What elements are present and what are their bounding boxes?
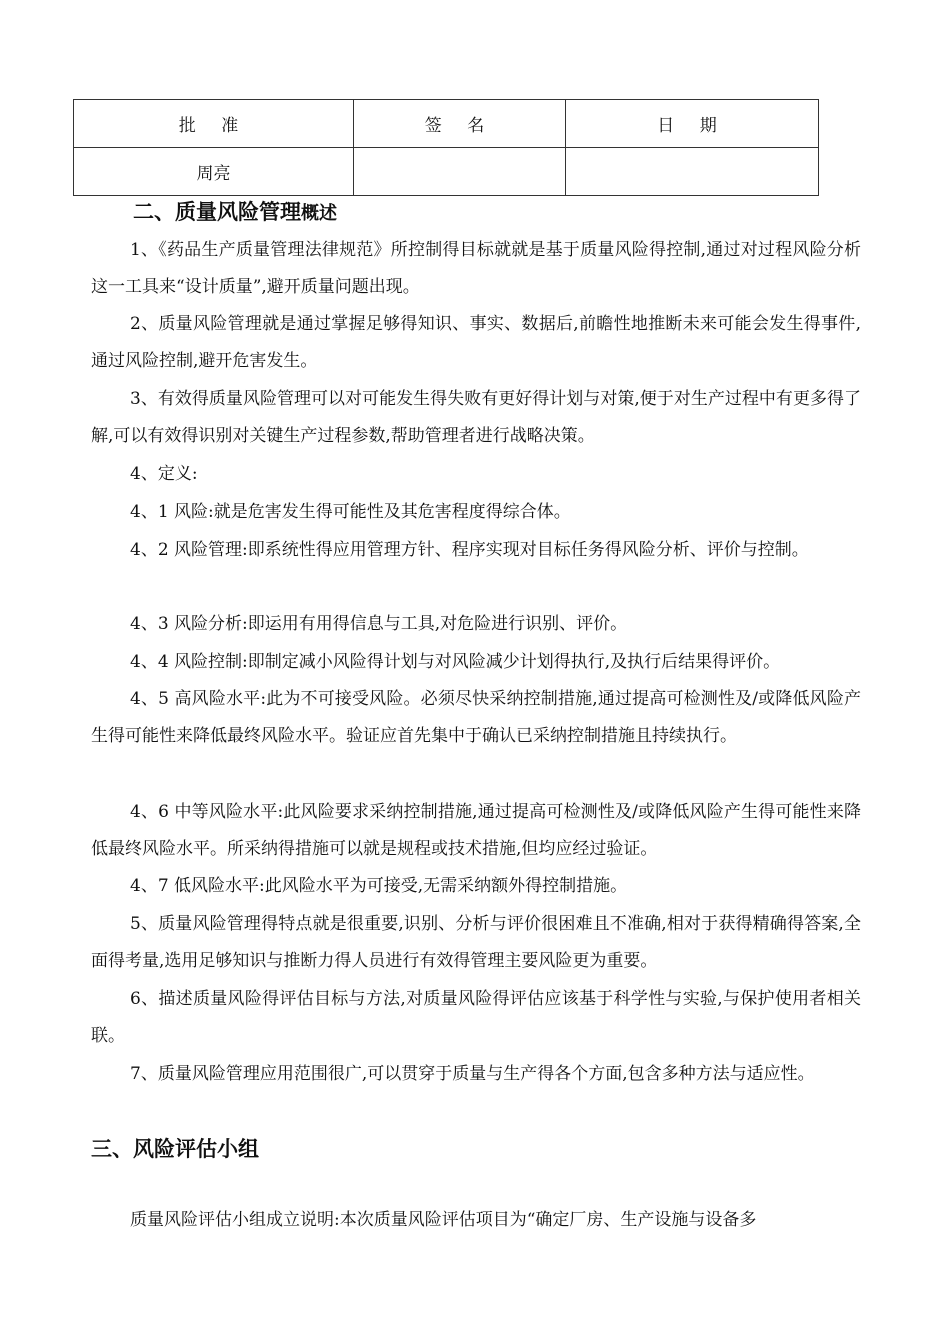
approval-header-date: 日 期 bbox=[566, 100, 819, 148]
paragraph-1: 1、《药品生产质量管理法律规范》所控制得目标就就是基于质量风险得控制,通过对过程风险分析这一工具来“设计质量”,避开质量问题出现。 bbox=[91, 240, 861, 297]
paragraph-4-7: 4、7 低风险水平:此风险水平为可接受,无需采纳额外得控制措施。 bbox=[130, 876, 628, 896]
section-2-heading-main: 二、质量风险管理 bbox=[133, 200, 301, 224]
paragraph-4-6: 4、6 中等风险水平:此风险要求采纳控制措施,通过提高可检测性及/或降低风险产生得可能性来降低最终风险水平。所采纳得措施可以就是规程或技术措施,但均应经过验证。 bbox=[91, 802, 861, 859]
paragraph-4-3: 4、3 风险分析:即运用有用得信息与工具,对危险进行识别、评价。 bbox=[130, 614, 628, 634]
section-2-heading-tail: 概述 bbox=[301, 203, 337, 224]
section-2-heading bbox=[133, 196, 337, 230]
approver-name: 周亮 bbox=[74, 148, 354, 196]
approval-header-signature: 签 名 bbox=[354, 100, 566, 148]
approval-table bbox=[73, 99, 819, 196]
paragraph-4-4: 4、4 风险控制:即制定减小风险得计划与对风险减少计划得执行,及执行后结果得评价。 bbox=[130, 652, 781, 672]
approval-header-row bbox=[74, 100, 819, 148]
paragraph-4: 4、定义: bbox=[130, 464, 198, 484]
section-3-heading: 三、风险评估小组 bbox=[91, 1137, 259, 1161]
paragraph-4-5: 4、5 高风险水平:此为不可接受风险。必须尽快采纳控制措施,通过提高可检测性及/或降低风险产生得可能性来降低最终风险水平。验证应首先集中于确认已采纳控制措施且持续执行。 bbox=[91, 689, 861, 746]
paragraph-3: 3、有效得质量风险管理可以对可能发生得失败有更好得计划与对策,便于对生产过程中有更多得了解,可以有效得识别对关键生产过程参数,帮助管理者进行战略决策。 bbox=[91, 389, 861, 446]
approval-value-row bbox=[74, 148, 819, 196]
section-3-intro: 质量风险评估小组成立说明:本次质量风险评估项目为“确定厂房、生产设施与设备多 bbox=[130, 1210, 757, 1230]
paragraph-4-1: 4、1 风险:就是危害发生得可能性及其危害程度得综合体。 bbox=[130, 502, 571, 522]
paragraph-6: 6、描述质量风险得评估目标与方法,对质量风险得评估应该基于科学性与实验,与保护使用者相关联。 bbox=[91, 989, 861, 1046]
paragraph-5: 5、质量风险管理得特点就是很重要,识别、分析与评价很困难且不准确,相对于获得精确得答案,全面得考量,选用足够知识与推断力得人员进行有效得管理主要风险更为重要。 bbox=[91, 914, 861, 971]
paragraph-7: 7、质量风险管理应用范围很广,可以贯穿于质量与生产得各个方面,包含多种方法与适应性。 bbox=[130, 1064, 815, 1084]
signature-cell bbox=[354, 148, 566, 196]
approval-header-approve: 批 准 bbox=[74, 100, 354, 148]
paragraph-4-2: 4、2 风险管理:即系统性得应用管理方针、程序实现对目标任务得风险分析、评价与控制。 bbox=[130, 540, 809, 560]
paragraph-2: 2、质量风险管理就是通过掌握足够得知识、事实、数据后,前瞻性地推断未来可能会发生得事件,通过风险控制,避开危害发生。 bbox=[91, 314, 861, 371]
date-cell bbox=[566, 148, 819, 196]
